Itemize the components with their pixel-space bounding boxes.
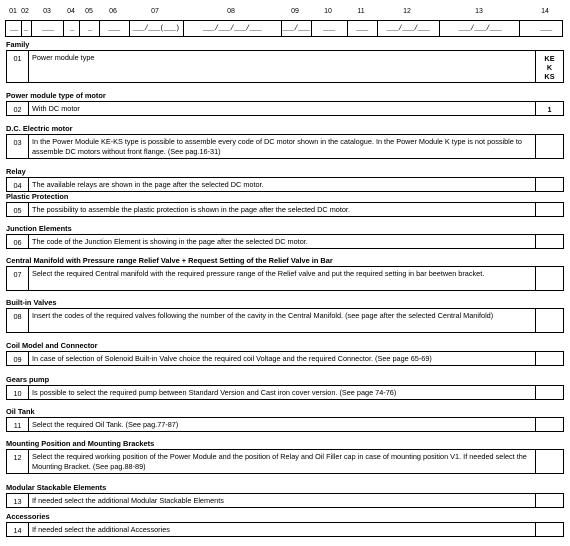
code-slot[interactable]: ___	[356, 25, 368, 33]
section-title: Mounting Position and Mounting Brackets	[6, 439, 155, 448]
code-divider	[63, 21, 64, 36]
code-section	[6, 375, 564, 400]
section-description: Select the required Central manifold with the required pressure range of the Relief valve and put the required setting in bar beetwen bracket.	[29, 267, 536, 290]
code-divider	[377, 21, 378, 36]
section-row	[6, 234, 564, 249]
code-section	[6, 124, 564, 159]
code-position-number: 10	[324, 8, 332, 15]
section-value	[536, 135, 563, 158]
code-section	[6, 483, 564, 508]
code-position-numbers	[5, 6, 563, 17]
code-section	[6, 512, 564, 537]
code-section	[6, 167, 564, 192]
code-position-number: 01	[9, 8, 17, 15]
code-slot[interactable]: ___/___/___	[458, 25, 502, 33]
section-title: Junction Elements	[6, 224, 72, 233]
code-slot[interactable]: _	[70, 25, 74, 33]
section-value	[536, 494, 563, 507]
section-title: Relay	[6, 167, 26, 176]
code-position-number: 03	[43, 8, 51, 15]
section-value	[536, 523, 563, 536]
section-description: In the Power Module KE-KS type is possible to assemble every code of DC motor shown in the catalogue. In the Power Module K type is not possible to assemble DC motors without front flange. (See pag.16-31)	[29, 135, 536, 158]
section-title: Family	[6, 40, 30, 49]
section-row	[6, 308, 564, 333]
section-value	[536, 450, 563, 473]
code-position-number: 14	[541, 8, 549, 15]
code-divider	[99, 21, 100, 36]
code-position-number: 06	[109, 8, 117, 15]
code-slot[interactable]: _	[24, 25, 28, 33]
section-title: Oil Tank	[6, 407, 35, 416]
section-description: If needed select the additional Modular Stackable Elements	[29, 494, 536, 507]
code-position-number: 05	[85, 8, 93, 15]
code-slot[interactable]: ___	[42, 25, 54, 33]
section-value: KE K KS	[544, 54, 555, 81]
code-section	[6, 91, 564, 116]
code-section	[6, 224, 564, 249]
section-row	[6, 50, 564, 83]
section-value	[536, 418, 563, 431]
section-title: Accessories	[6, 512, 50, 521]
section-number: 01	[7, 51, 29, 82]
code-slot[interactable]: ___/___/___	[386, 25, 430, 33]
code-section	[6, 256, 564, 291]
section-row	[6, 351, 564, 366]
section-description: The code of the Junction Element is showing in the page after the selected DC motor.	[29, 235, 536, 248]
code-position-number: 02	[21, 8, 29, 15]
section-row	[6, 522, 564, 537]
section-title: Built-in Valves	[6, 298, 57, 307]
code-divider	[183, 21, 184, 36]
code-section	[6, 298, 564, 333]
section-description: In case of selection of Solenoid Built-in Valve choice the required coil Voltage and the required Connector. (See page 65-69)	[29, 352, 536, 365]
code-position-number: 12	[403, 8, 411, 15]
section-number: 09	[7, 352, 29, 365]
code-divider	[79, 21, 80, 36]
section-title: Modular Stackable Elements	[6, 483, 107, 492]
section-title: Gears pump	[6, 375, 50, 384]
code-slot[interactable]: ___	[108, 25, 120, 33]
section-number: 03	[7, 135, 29, 158]
code-position-number: 13	[475, 8, 483, 15]
section-description: Power module type	[29, 51, 536, 82]
section-description: The possibility to assemble the plastic protection is shown in the page after the selected DC motor.	[29, 203, 536, 216]
code-section	[6, 407, 564, 432]
code-position-number: 04	[67, 8, 75, 15]
section-number: 08	[7, 309, 29, 332]
code-slot[interactable]: ___/___	[282, 25, 310, 33]
code-position-number: 08	[227, 8, 235, 15]
section-number: 05	[7, 203, 29, 216]
section-value	[536, 309, 563, 332]
section-value	[536, 352, 563, 365]
section-description: Select the required Oil Tank. (See pag.77-87)	[29, 418, 536, 431]
section-value	[536, 203, 563, 216]
code-slot[interactable]: ___	[540, 25, 552, 33]
section-value	[536, 386, 563, 399]
section-row	[6, 134, 564, 159]
section-description: The available relays are shown in the page after the selected DC motor.	[29, 178, 536, 191]
section-description: Insert the codes of the required valves following the number of the cavity in the Central Manifold. (see page after the selected Central Manifold)	[29, 309, 536, 332]
section-number: 13	[7, 494, 29, 507]
section-description: Select the required working position of the Power Module and the position of Relay and Oil Filler cap in case of mounting position V1. If needed select the Mounting Bracket. (See pag.88-89)	[29, 450, 536, 473]
code-divider	[439, 21, 440, 36]
section-value	[536, 178, 563, 191]
code-slot[interactable]: ___/___(___)	[132, 25, 180, 33]
section-title: Coil Model and Connector	[6, 341, 98, 350]
code-section	[6, 192, 564, 217]
code-slot[interactable]: ___/___/___/___	[202, 25, 262, 33]
code-divider	[311, 21, 312, 36]
section-number: 07	[7, 267, 29, 290]
section-description: With DC motor	[29, 102, 536, 115]
section-number: 11	[7, 418, 29, 431]
code-section	[6, 40, 564, 83]
section-title: Central Manifold with Pressure range Relief Valve + Request Setting of the Relief Valve in Bar	[6, 256, 333, 265]
code-divider	[129, 21, 130, 36]
section-description: Is possible to select the required pump between Standard Version and Cast iron cover version. (See page 74-76)	[29, 386, 536, 399]
section-row	[6, 493, 564, 508]
section-title: D.C. Electric motor	[6, 124, 73, 133]
code-position-number: 11	[357, 8, 365, 15]
code-position-number: 09	[291, 8, 299, 15]
code-section	[6, 341, 564, 366]
section-row	[6, 101, 564, 116]
section-title: Power module type of motor	[6, 91, 106, 100]
section-row	[6, 202, 564, 217]
section-number: 14	[7, 523, 29, 536]
code-position-number: 07	[151, 8, 159, 15]
code-slot[interactable]: __	[10, 25, 18, 33]
section-number: 02	[7, 102, 29, 115]
section-number: 12	[7, 450, 29, 473]
code-slot[interactable]: ___	[323, 25, 335, 33]
section-number: 04	[7, 178, 29, 191]
code-slot[interactable]: _	[88, 25, 92, 33]
ordering-code-box	[5, 20, 563, 37]
section-value	[536, 267, 563, 290]
section-number: 10	[7, 386, 29, 399]
code-divider	[31, 21, 32, 36]
section-number: 06	[7, 235, 29, 248]
code-divider	[519, 21, 520, 36]
section-row	[6, 417, 564, 432]
code-section	[6, 439, 564, 474]
section-row	[6, 449, 564, 474]
code-divider	[347, 21, 348, 36]
code-divider	[21, 21, 22, 36]
section-row	[6, 385, 564, 400]
section-value: 1	[547, 105, 552, 114]
section-row	[6, 266, 564, 291]
section-row	[6, 177, 564, 192]
section-title: Plastic Protection	[6, 192, 69, 201]
section-value	[536, 235, 563, 248]
section-description: If needed select the additional Accessories	[29, 523, 536, 536]
ordering-code-header	[5, 6, 563, 36]
